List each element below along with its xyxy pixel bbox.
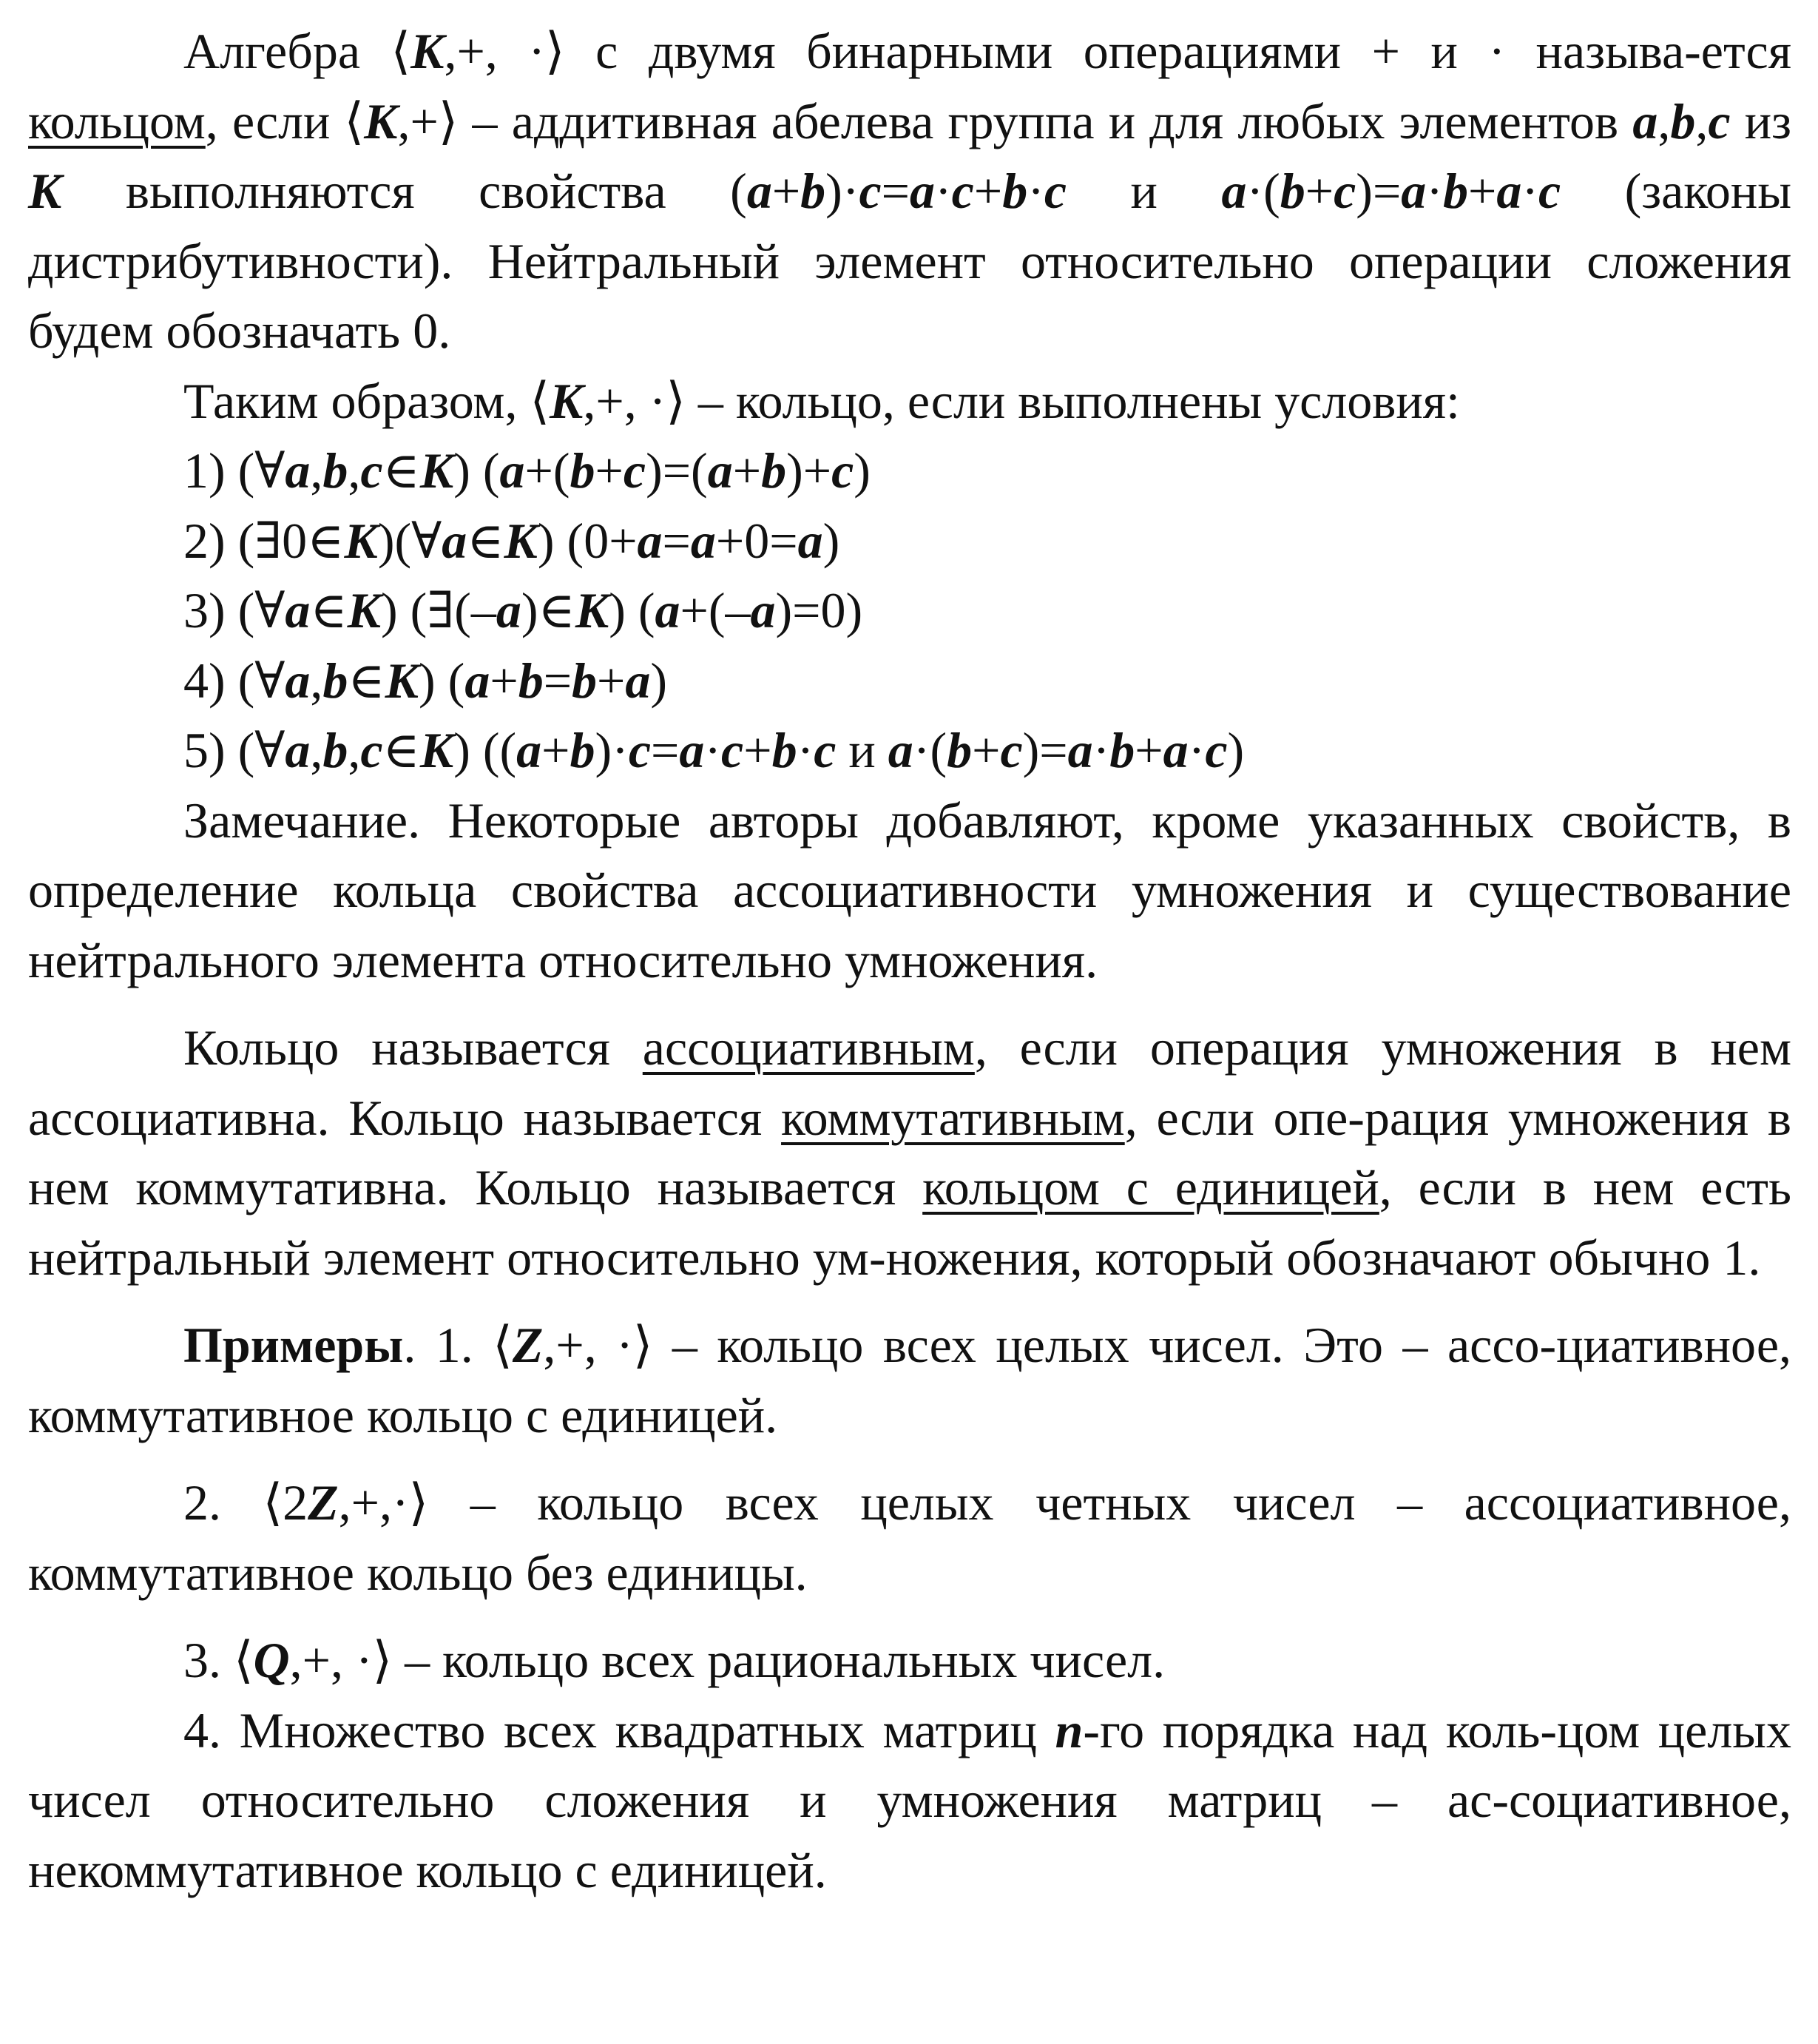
ring-types-paragraph: Кольцо называется ассоциативным, если операция умножения в нем ассоциативна. Кольцо называется коммутативным, если опе-рация умножения в нем коммутативна. Кольцо называется кольцом с единицей, если в нем есть нейтральный элемент относительно ум-ножения, который обозначают обычно 1. xyxy=(28,1019,1792,1286)
example-3-paragraph: 3. ⟨Q,+, ·⟩ – кольцо всех рациональных чисел. xyxy=(183,1632,1166,1688)
condition-4: 4) (∀a,b∈K) (a+b=b+a) xyxy=(183,652,668,709)
condition-1: 1) (∀a,b,c∈K) (a+(b+c)=(a+b)+c) xyxy=(183,442,871,499)
example-2-paragraph: 2. ⟨2Z,+,·⟩ – кольцо всех целых четных чисел – ассоциативное, коммутативное кольцо без единицы. xyxy=(28,1474,1791,1601)
example-4-paragraph: 4. Множество всех квадратных матриц n-го порядка над коль-цом целых чисел относительно сложения и умножения матриц – ас-социативное, некоммутативное кольцо с единицей. xyxy=(28,1701,1791,1898)
example-1-paragraph: Примеры. 1. ⟨Z,+, ·⟩ – кольцо всех целых чисел. Это – ассо-циативное, коммутативное кольцо с единицей. xyxy=(28,1317,1791,1443)
condition-3: 3) (∀a∈K) (∃(–a)∈K) (a+(–a)=0) xyxy=(183,582,863,638)
ring-definition-paragraph: Алгебра ⟨K,+, ·⟩ с двумя бинарными операциями + и · называ-ется кольцом, если ⟨K,+⟩ – аддитивная абелева группа и для любых элементов a,b,c из K выполняются свойства (a+b)·c=a·c+b·c и a·(b+c)=a·b+a·c (законы дистрибутивности). Нейтральный элемент относительно операции сложения будем обозначать 0. xyxy=(28,23,1792,359)
condition-2: 2) (∃0∈K)(∀a∈K) (0+a=a+0=a) xyxy=(183,512,840,569)
conditions-intro-paragraph: Таким образом, ⟨K,+, ·⟩ – кольцо, если выполнены условия: xyxy=(183,372,1460,429)
condition-5: 5) (∀a,b,c∈K) ((a+b)·c=a·c+b·c и a·(b+c)=a·b+a·c) xyxy=(183,722,1245,778)
remark-paragraph: Замечание. Некоторые авторы добавляют, кроме указанных свойств, в определение кольца свойства ассоциативности умножения и существование нейтрального элемента относительно умножения. xyxy=(28,792,1791,988)
